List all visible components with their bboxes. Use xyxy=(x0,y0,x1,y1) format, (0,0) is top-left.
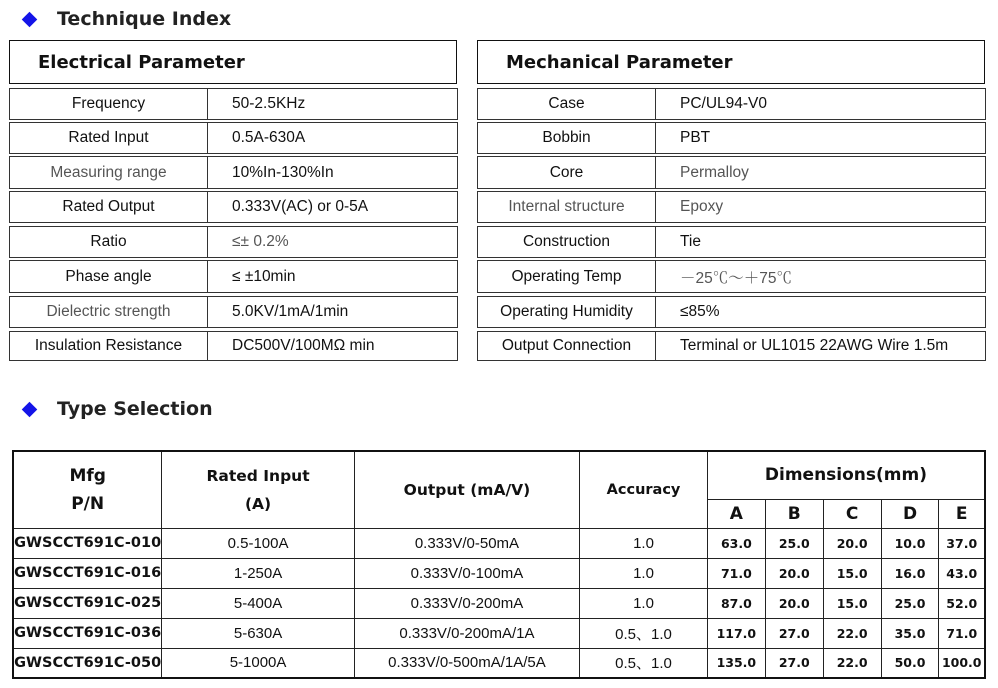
mechanical-param-label: Case xyxy=(478,89,656,119)
type-selection-table xyxy=(12,450,986,679)
accuracy-cell: 1.0 xyxy=(580,528,708,558)
output-cell: 0.333V/0-50mA xyxy=(354,528,579,558)
mechanical-param-label: Internal structure xyxy=(478,192,656,222)
dim-e-cell: 100.0 xyxy=(939,648,985,678)
mechanical-param-label: Operating Temp xyxy=(478,261,656,292)
electrical-param-row xyxy=(9,260,458,293)
part-number-cell: GWSCCT691C-036 xyxy=(13,618,162,648)
part-number-cell: GWSCCT691C-010 xyxy=(13,528,162,558)
type-selection-heading xyxy=(20,398,213,420)
mechanical-param-label: Bobbin xyxy=(478,123,656,153)
dim-a-cell: 87.0 xyxy=(707,588,765,618)
accuracy-cell: 0.5、1.0 xyxy=(580,618,708,648)
mechanical-param-value: Epoxy xyxy=(680,198,724,215)
type-row xyxy=(13,528,985,558)
electrical-param-value: 50-2.5KHz xyxy=(232,95,306,112)
header-rated-input xyxy=(162,451,354,528)
dim-d-cell: 50.0 xyxy=(881,648,939,678)
electrical-param-row xyxy=(9,88,458,120)
electrical-param-label: Insulation Resistance xyxy=(10,332,208,360)
header-dim-e: E xyxy=(939,499,985,528)
type-row xyxy=(13,618,985,648)
rated-input-cell: 5-1000A xyxy=(162,648,354,678)
electrical-param-value: 10%In-130%In xyxy=(232,163,334,181)
mechanical-param-row xyxy=(477,191,986,223)
dim-c-cell: 22.0 xyxy=(823,618,881,648)
mechanical-param-row xyxy=(477,122,986,154)
rated-input-cell: 5-630A xyxy=(162,618,354,648)
type-selection-title: Type Selection xyxy=(57,398,213,420)
mechanical-param-value: Permalloy xyxy=(680,163,749,181)
accuracy-cell: 1.0 xyxy=(580,588,708,618)
mechanical-parameter-title: Mechanical Parameter xyxy=(477,40,985,84)
dim-e-cell: 37.0 xyxy=(939,528,985,558)
electrical-param-value: ≤± 0.2% xyxy=(232,233,289,250)
diamond-bullet-icon xyxy=(22,11,38,27)
rated-input-cell: 0.5-100A xyxy=(162,528,354,558)
electrical-param-label: Rated Input xyxy=(10,123,208,153)
accuracy-cell: 0.5、1.0 xyxy=(580,648,708,678)
output-cell: 0.333V/0-500mA/1A/5A xyxy=(354,648,579,678)
electrical-param-row xyxy=(9,156,458,189)
electrical-param-label: Frequency xyxy=(10,89,208,119)
mechanical-param-row xyxy=(477,331,986,361)
dim-b-cell: 25.0 xyxy=(765,528,823,558)
mechanical-param-row xyxy=(477,88,986,120)
mechanical-param-value: Tie xyxy=(680,233,701,250)
technique-index-title: Technique Index xyxy=(57,8,232,30)
dim-e-cell: 43.0 xyxy=(939,558,985,588)
rated-input-cell: 1-250A xyxy=(162,558,354,588)
part-number-cell: GWSCCT691C-025 xyxy=(13,588,162,618)
output-cell: 0.333V/0-200mA xyxy=(354,588,579,618)
dim-b-cell: 20.0 xyxy=(765,588,823,618)
mechanical-param-label: Operating Humidity xyxy=(478,297,656,327)
dim-c-cell: 15.0 xyxy=(823,558,881,588)
dim-e-cell: 71.0 xyxy=(939,618,985,648)
header-dim-c: C xyxy=(823,499,881,528)
output-cell: 0.333V/0-100mA xyxy=(354,558,579,588)
dim-a-cell: 63.0 xyxy=(707,528,765,558)
electrical-param-value: DC500V/100MΩ min xyxy=(232,337,375,354)
header-pn: P/N xyxy=(71,493,105,514)
header-rated-input-line2: (A) xyxy=(244,494,272,513)
dim-d-cell: 25.0 xyxy=(881,588,939,618)
mechanical-param-row xyxy=(477,226,986,258)
mechanical-param-label: Output Connection xyxy=(478,332,656,360)
electrical-param-value: 0.5A-630A xyxy=(232,129,306,146)
type-row xyxy=(13,648,985,678)
accuracy-cell: 1.0 xyxy=(580,558,708,588)
mechanical-param-value: ≤85% xyxy=(680,303,720,320)
electrical-param-row xyxy=(9,331,458,361)
dim-a-cell: 135.0 xyxy=(707,648,765,678)
type-row xyxy=(13,588,985,618)
mechanical-param-row xyxy=(477,260,986,293)
part-number-cell: GWSCCT691C-050 xyxy=(13,648,162,678)
technique-index-heading xyxy=(20,8,231,30)
mechanical-param-value: Terminal or UL1015 22AWG Wire 1.5m xyxy=(680,337,949,354)
mechanical-param-label: Core xyxy=(478,157,656,188)
electrical-param-row xyxy=(9,296,458,328)
header-dimensions: Dimensions(mm) xyxy=(707,451,985,499)
dim-c-cell: 22.0 xyxy=(823,648,881,678)
header-mfg: Mfg xyxy=(69,465,106,486)
header-dim-a: A xyxy=(707,499,765,528)
electrical-param-row xyxy=(9,191,458,223)
part-number-cell: GWSCCT691C-016 xyxy=(13,558,162,588)
mechanical-param-value: PC/UL94-V0 xyxy=(680,95,768,112)
dim-d-cell: 35.0 xyxy=(881,618,939,648)
electrical-param-label: Phase angle xyxy=(10,261,208,292)
electrical-param-label: Rated Output xyxy=(10,192,208,222)
output-cell: 0.333V/0-200mA/1A xyxy=(354,618,579,648)
header-rated-input-line1: Rated Input xyxy=(206,466,310,485)
electrical-param-row xyxy=(9,122,458,154)
dim-b-cell: 27.0 xyxy=(765,648,823,678)
rated-input-cell: 5-400A xyxy=(162,588,354,618)
diamond-bullet-icon xyxy=(22,401,38,417)
electrical-param-value: 0.333V(AC) or 0-5A xyxy=(232,198,369,215)
mechanical-param-row xyxy=(477,156,986,189)
electrical-param-row xyxy=(9,226,458,258)
header-mfg-pn xyxy=(13,451,162,528)
dim-b-cell: 20.0 xyxy=(765,558,823,588)
dim-c-cell: 15.0 xyxy=(823,588,881,618)
electrical-param-label: Measuring range xyxy=(10,157,208,188)
dim-a-cell: 117.0 xyxy=(707,618,765,648)
electrical-param-label: Dielectric strength xyxy=(10,297,208,327)
type-row xyxy=(13,558,985,588)
electrical-param-value: 5.0KV/1mA/1min xyxy=(232,303,349,320)
dim-a-cell: 71.0 xyxy=(707,558,765,588)
header-accuracy: Accuracy xyxy=(580,451,708,528)
mechanical-param-label: Construction xyxy=(478,227,656,257)
dim-b-cell: 27.0 xyxy=(765,618,823,648)
electrical-parameter-title: Electrical Parameter xyxy=(9,40,457,84)
dim-d-cell: 10.0 xyxy=(881,528,939,558)
electrical-param-value: ≤ ±10min xyxy=(232,267,296,285)
mechanical-param-value: PBT xyxy=(680,129,711,146)
header-output: Output (mA/V) xyxy=(354,451,579,528)
dim-d-cell: 16.0 xyxy=(881,558,939,588)
mechanical-param-value: －25℃～＋75℃ xyxy=(680,269,792,287)
header-dim-b: B xyxy=(765,499,823,528)
dim-c-cell: 20.0 xyxy=(823,528,881,558)
dim-e-cell: 52.0 xyxy=(939,588,985,618)
electrical-param-label: Ratio xyxy=(10,227,208,257)
mechanical-param-row xyxy=(477,296,986,328)
header-dim-d: D xyxy=(881,499,939,528)
